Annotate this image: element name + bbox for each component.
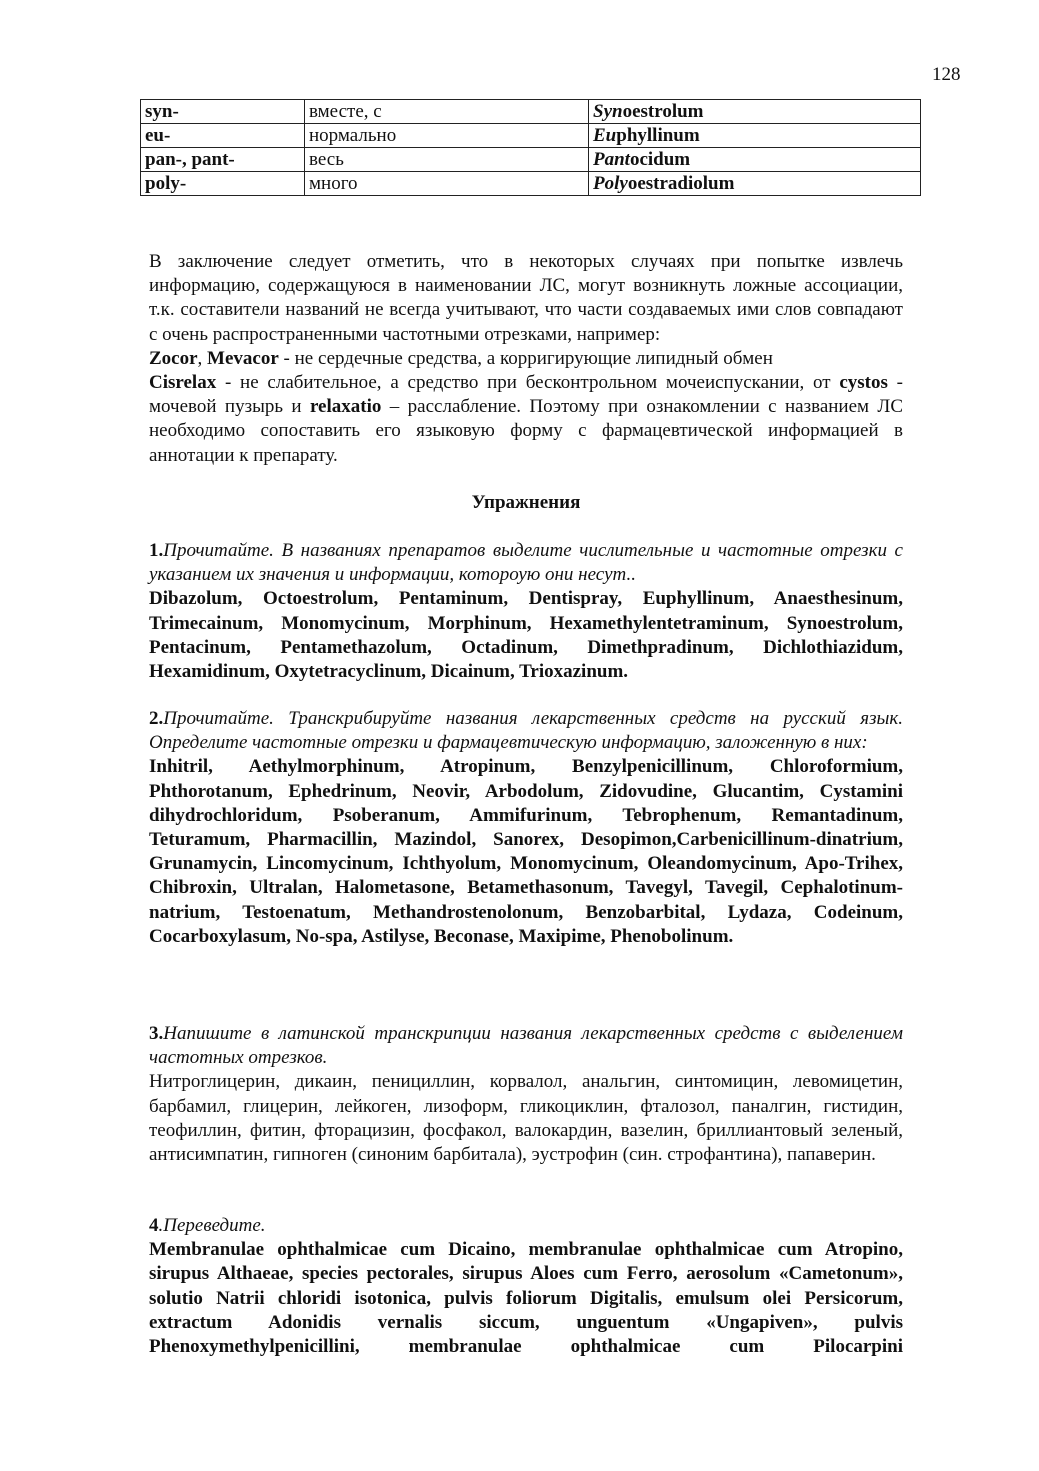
intro-comma: ,	[197, 347, 208, 369]
term-zocor: Zocor	[149, 347, 198, 369]
exercise-2	[149, 707, 903, 949]
page-number: 128	[932, 64, 961, 85]
intro-paragraph	[149, 250, 903, 468]
meaning-cell: нормально	[305, 124, 589, 148]
table-row	[141, 148, 921, 172]
term-cisrelax: Cisrelax	[149, 372, 217, 394]
table-row	[141, 124, 921, 148]
prefix-table	[140, 99, 921, 196]
intro-text-3: - не слабительное, а средство при бесконтрольном мочеиспускании, от	[216, 372, 840, 394]
intro-text-1: В заключение следует отметить, что в некоторых случаях при попытке извлечь информацию, содержащуюся в наименовании ЛС, могут возникнуть ложные ассоциации, т.к. составители названий не всегда учитывают, что части создаваемых ими слов совпадают с очень распространенными частотными отрезками, например:	[149, 251, 903, 345]
example-prefix: Syn	[593, 101, 623, 122]
exercise-4	[149, 1214, 903, 1359]
section-title: Упражнения	[471, 492, 581, 513]
exercise-3	[149, 1022, 903, 1167]
example-rest: phyllinum	[616, 125, 700, 146]
meaning-cell: вместе, с	[305, 100, 589, 124]
prefix-cell: syn-	[141, 100, 305, 124]
meaning-cell: весь	[305, 148, 589, 172]
intro-text-2: - не сердечные средства, а корригирующие липидный обмен	[278, 347, 773, 369]
prefix-cell: eu-	[141, 124, 305, 148]
prefix-cell: pan-, pant-	[141, 148, 305, 172]
exercise-task: Напишите в латинской транскрипции названия лекарственных средств с выделением частотных отрезков.	[149, 1023, 903, 1069]
example-rest: oestradiolum	[627, 173, 735, 194]
example-prefix: Poly	[593, 173, 628, 194]
table-row	[141, 172, 921, 196]
intro-text-4: - мочевой пузырь и	[149, 372, 904, 418]
exercise-task: Прочитайте. В названиях препаратов выделите числительные и частотные отрезки с указанием их значения и информации, котороую они несут..	[149, 540, 903, 586]
exercise-words: Нитроглицерин, дикаин, пенициллин, корвалол, анальгин, синтомицин, левомицетин, барбамил, глицерин, лейкоген, лизоформ, гликоциклин, фталозол, паналгин, гистидин, теофиллин, фитин, фторацизин, фосфакол, валокардин, вазелин, бриллиантовый зеленый, антисимпатин, гипноген (синоним барбитала), эустрофин (син. строфантина), папаверин.	[149, 1071, 903, 1166]
example-cell	[589, 124, 921, 148]
example-prefix: Pant	[593, 149, 630, 170]
exercise-number: 3.	[149, 1023, 164, 1044]
exercise-number: 1.	[149, 540, 164, 561]
table-row	[141, 100, 921, 124]
term-mevacor: Mevacor	[207, 347, 279, 369]
example-prefix: Eu	[593, 125, 617, 146]
exercise-number: 4	[149, 1215, 159, 1236]
prefix-cell: poly-	[141, 172, 305, 196]
exercise-number: 2.	[149, 708, 164, 729]
intro-text-5: – расслабление. Поэтому при ознакомлении с названием ЛС необходимо сопоставить его языковую форму с фармацевтической информацией в аннотации к препарату.	[149, 396, 903, 466]
example-rest: ocidum	[629, 149, 691, 170]
exercise-words: Membranulae ophthalmicae cum Dicaino, membranulae ophthalmicae cum Atropino, sirupus Althaeae, species pectorales, sirupus Aloes cum Ferro, aerosolum «Cametonum», solutio Natrii chloridi isotonica, pulvis foliorum Digitalis, emulsum olei Persicorum, extractum Adonidis vernalis siccum, unguentum «Ungapiven», pulvis Phenoxymethylpenicillini, membranulae ophthalmicae cum Pilocarpini	[149, 1239, 903, 1358]
exercise-task: Прочитайте. Транскрибируйте названия лекарственных средств на русский язык. Определите частотные отрезки и фармацевтическую информацию, заложенную в них:	[149, 708, 903, 754]
example-cell	[589, 172, 921, 196]
exercise-task: .Переведите.	[158, 1215, 266, 1236]
exercise-words: Dibazolum, Octoestrolum, Pentaminum, Dentispray, Euphyllinum, Anaesthesinum, Trimecainum, Monomycinum, Morphinum, Hexamethylentetraminum, Synoestrolum, Pentacinum, Pentamethazolum, Octadinum, Dimethpradinum, Dichlothiazidum, Hexamidinum, Oxytetracyclinum, Dicainum, Trioxazinum.	[149, 588, 903, 683]
term-cystos: cystos	[839, 372, 888, 394]
example-cell	[589, 100, 921, 124]
meaning-cell: много	[305, 172, 589, 196]
term-relaxatio: relaxatio	[309, 396, 382, 418]
example-rest: oestrolum	[622, 101, 704, 122]
example-cell	[589, 148, 921, 172]
exercise-words: Inhitril, Aethylmorphinum, Atropinum, Benzylpenicillinum, Chloroformium, Phthorotanum, Ephedrinum, Neovir, Arbodolum, Zidovudine, Glucantim, Cystamini dihydrochloridum, Psoberanum, Ammifurinum, Tebrophenum, Remantadinum, Teturamum, Pharmacillin, Mazindol, Sanorex, Desopimon,Carbenicillinum-dinatrium, Grunamycin, Lincomycinum, Ichthyolum, Monomycinum, Oleandomycinum, Apo-Trihex, Chibroxin, Ultralan, Halometasone, Betamethasonum, Tavegyl, Tavegil, Cephalotinum-natrium, Testoenatum, Methandrostenolonum, Benzobarbital, Lydaza, Codeinum, Cocarboxylasum, No-spa, Astilyse, Beconase, Maxipime, Phenobolinum.	[149, 756, 903, 947]
exercise-1	[149, 539, 903, 684]
